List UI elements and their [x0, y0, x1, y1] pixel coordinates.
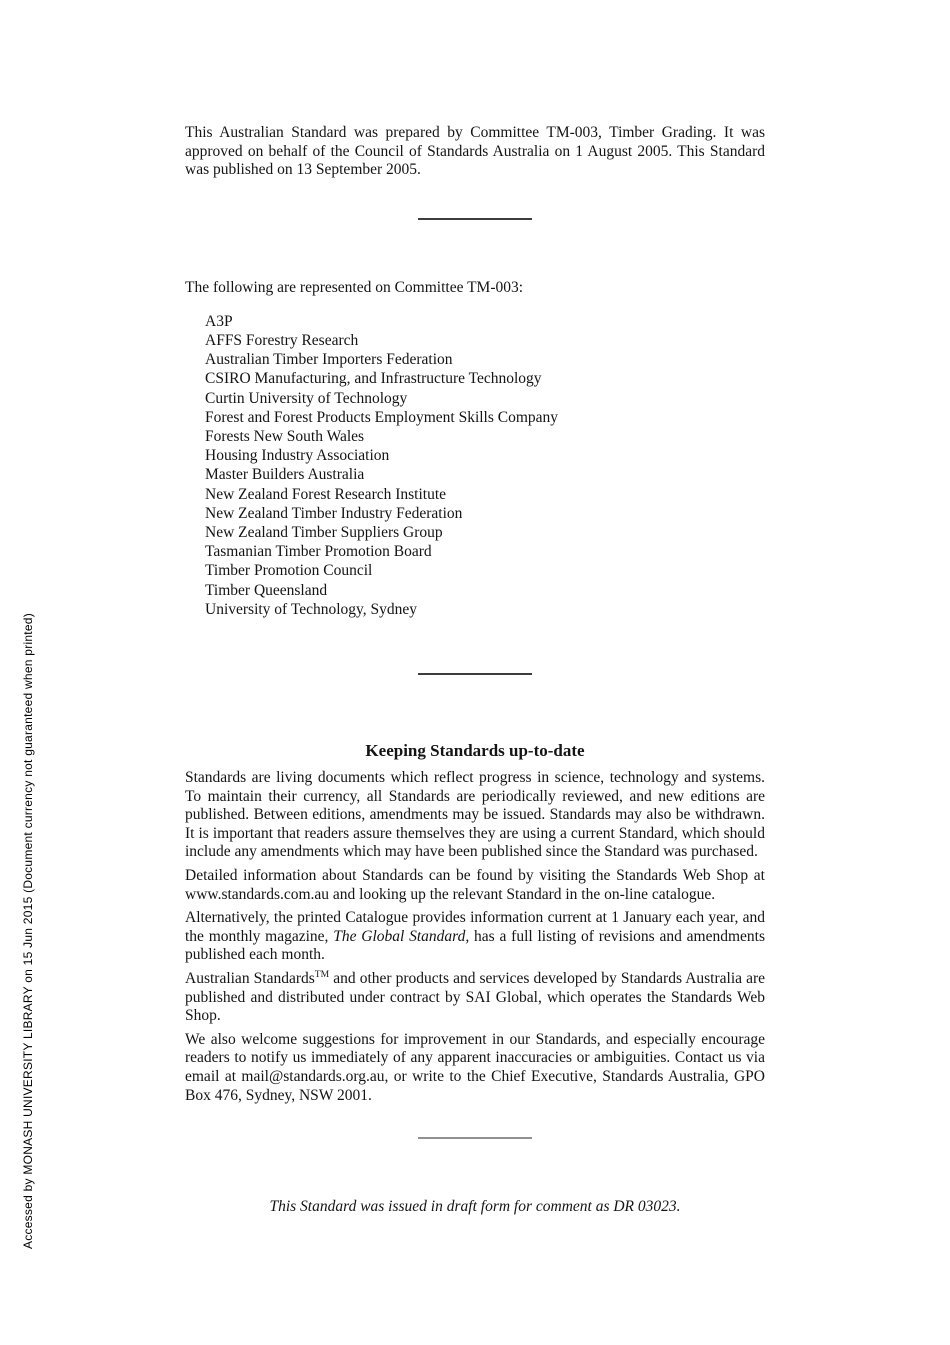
committee-member: Forest and Forest Products Employment Skills Company — [205, 408, 559, 426]
committee-member: New Zealand Timber Suppliers Group — [205, 524, 443, 542]
committee-member: A3P — [205, 312, 233, 330]
committee-member: Timber Promotion Council — [205, 562, 373, 580]
keeping-standards-paragraph: Detailed information about Standards can be found by visiting the Standards Web Shop at www.standards.com.au and looking up the relevant Standard in the on-line catalogue. — [185, 867, 765, 903]
library-access-watermark: Accessed by MONASH UNIVERSITY LIBRARY on 15 Jun 2015 (Document currency not guaranteed when printed) — [21, 613, 35, 1249]
committee-member: New Zealand Forest Research Institute — [205, 485, 447, 503]
committee-member: Curtin University of Technology — [205, 389, 408, 407]
keeping-standards-paragraph: Australian Standards™ and other products and services developed by Standards Australia are published and distributed under contract by SAI Global, which operates the Standards Web Shop. — [185, 968, 765, 1025]
preparation-note: This Australian Standard was prepared by Committee TM-003, Timber Grading. It was approved on behalf of the Council of Standards Australia on 1 August 2005. This Standard was published on 13 September 2005. — [185, 124, 765, 179]
committee-member: Tasmanian Timber Promotion Board — [205, 543, 432, 561]
committee-member: Housing Industry Association — [205, 447, 390, 465]
committee-member: University of Technology, Sydney — [205, 600, 418, 618]
keeping-standards-paragraph: We also welcome suggestions for improvement in our Standards, and especially encourage readers to notify us immediately of any apparent inaccuracies or ambiguities. Contact us via email at mail@standards.org.au, or write to the Chief Executive, Standards Australia, GPO Box 476, Sydney, NSW 2001. — [185, 1030, 765, 1104]
divider-rule — [418, 218, 532, 220]
keeping-standards-paragraph: Alternatively, the printed Catalogue provides information current at 1 January each year, and the monthly magazine, The Global Standard, has a full listing of revisions and amendments published each month. — [185, 909, 765, 964]
committee-member: Timber Queensland — [205, 581, 328, 599]
divider-rule — [418, 673, 532, 675]
committee-member: Master Builders Australia — [205, 466, 365, 484]
committee-member: Forests New South Wales — [205, 428, 365, 445]
keeping-standards-heading: Keeping Standards up-to-date — [365, 741, 585, 761]
page-content — [185, 124, 765, 1216]
divider-rule — [418, 1137, 532, 1139]
committee-list — [185, 312, 765, 619]
committee-member: New Zealand Timber Industry Federation — [205, 504, 463, 522]
committee-member: CSIRO Manufacturing, and Infrastructure Technology — [205, 370, 542, 388]
committee-intro: The following are represented on Committee TM-003: — [185, 278, 524, 296]
committee-member: Australian Timber Importers Federation — [205, 351, 453, 369]
committee-member: AFFS Forestry Research — [205, 331, 359, 349]
draft-note: This Standard was issued in draft form for comment as DR 03023. — [269, 1198, 681, 1216]
keeping-standards-paragraph: Standards are living documents which reflect progress in science, technology and systems. To maintain their currency, all Standards are periodically reviewed, and new editions are published. Between editions, amendments may be issued. Standards may also be withdrawn. It is important that readers assure themselves they are using a current Standard, which should include any amendments which may have been published since the Standard was purchased. — [185, 769, 765, 861]
